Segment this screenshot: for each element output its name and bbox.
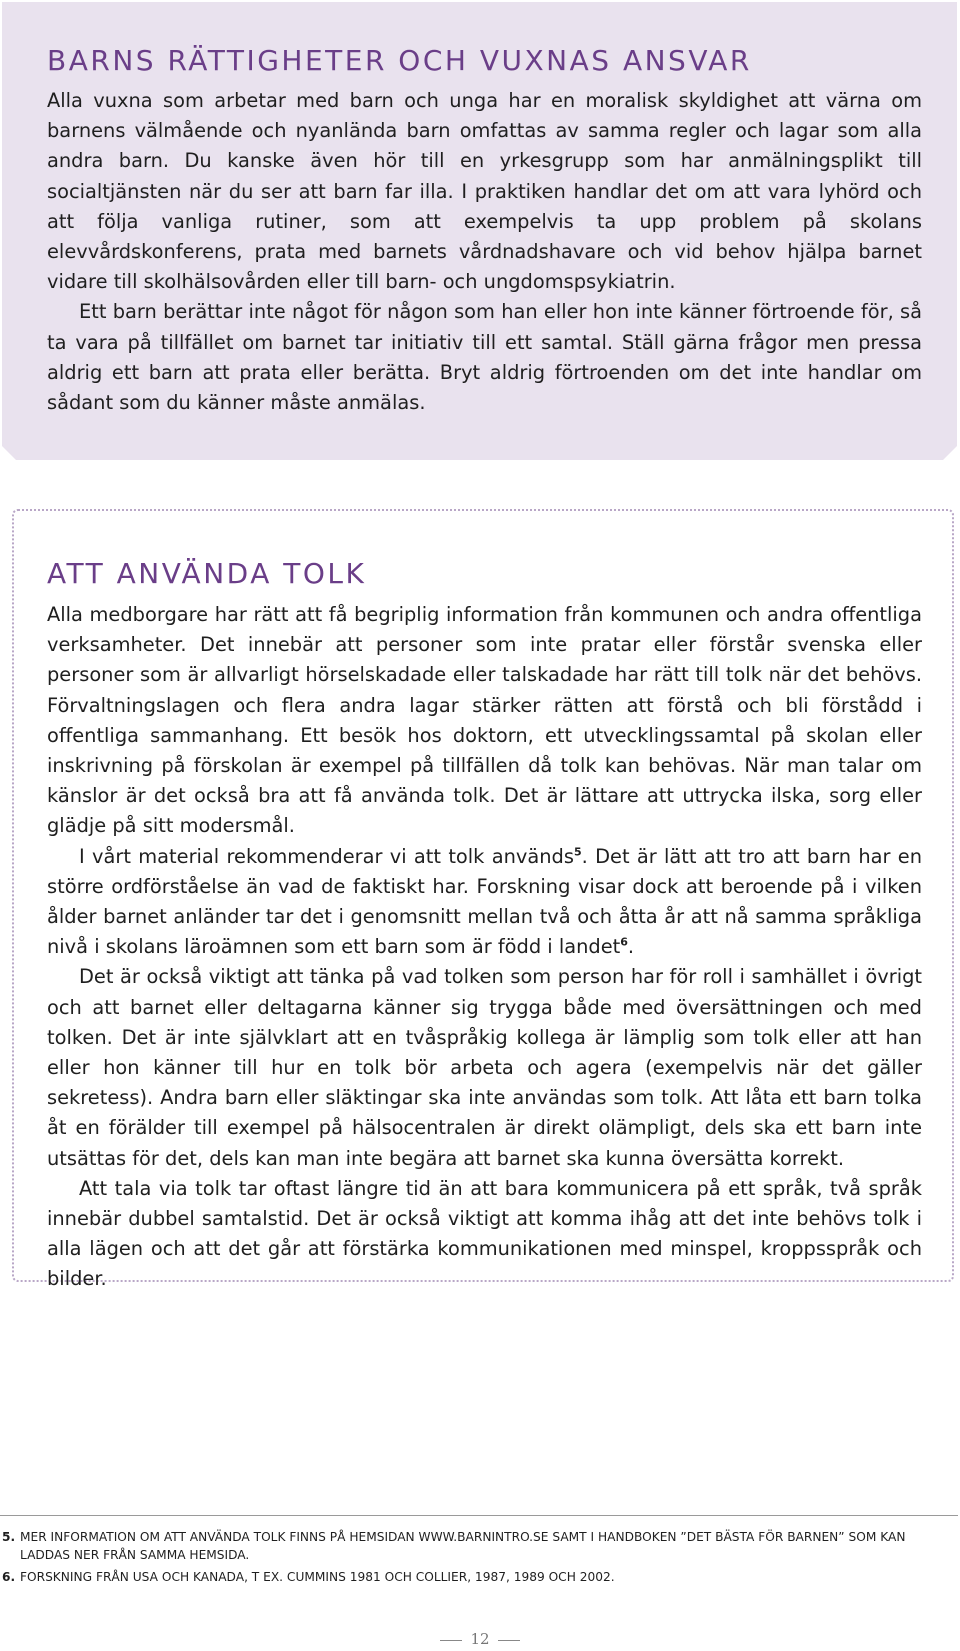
- page-number-dash: [440, 1640, 462, 1641]
- footnote-text: FORSKNING FRÅN USA OCH KANADA, T EX. CUMMINS 1981 OCH COLLIER, 1987, 1989 OCH 2002.: [20, 1570, 615, 1584]
- section-title-interpreter: ATT ANVÄNDA TOLK: [47, 557, 367, 590]
- section-title-rights: BARNS RÄTTIGHETER OCH VUXNAS ANSVAR: [47, 44, 752, 77]
- footnote-6: [0, 1568, 958, 1586]
- paragraph: Att tala via tolk tar oftast längre tid än att bara kommunicera på ett språk, två språk innebär dubbel samtalstid. Det är också viktigt att komma ihåg att det inte behövs tolk i alla lägen och att det går att förstärka kommunikationen med minspel, kroppsspråk och bilder.: [47, 1176, 922, 1291]
- page-number-value: 12: [470, 1630, 490, 1648]
- paragraph: Ett barn berättar inte något för någon som han eller hon inte känner förtroende för, så ta vara på tillfället om barnet tar initiativ till ett samtal. Ställ gärna frågor men pressa aldrig ett barn att prata eller berätta. Bryt aldrig förtroenden om det inte handlar om sådant som du känner måste anmälas.: [47, 300, 922, 415]
- footnote-number: 6.: [2, 1570, 16, 1584]
- page-number: [430, 1630, 530, 1648]
- page-number-dash: [498, 1640, 520, 1641]
- paragraph: Alla medborgare har rätt att få begriplig information från kommunen och andra offentliga verksamheter. Det innebär att personer som inte pratar eller förstår svenska eller personer som är allvarligt hörselskadade eller talskadade har rätt till tolk när det behövs. Förvaltningslagen och flera andra lagar stärker rätten att förstå och bli förstådd i offentliga sammanhang. Ett besök hos doktorn, ett utvecklingssamtal på skolan eller inskrivning på förskolan är exempel på tillfällen då tolk kan behövas. När man talar om känslor är det också bra att få använda tolk. Det är lättare att uttrycka ilska, sorg eller glädje på sitt modersmål.: [47, 603, 922, 838]
- section-body-interpreter: [47, 600, 922, 1295]
- paragraph-text: I vårt material rekommenderar vi att tolk används: [79, 844, 574, 868]
- paragraph-text: .: [627, 935, 635, 959]
- paragraph-text: . Det är lätt att tro att barn har en större ordförståelse än vad de faktiskt har. Forskning visar dock att beroende på i vilken ålder barnet anländer tar det i genomsnitt mellan två och åtta år att nå samma språkliga nivå i skolans läroämnen som ett barn som är född i landet: [47, 844, 922, 959]
- footnote-5: [0, 1528, 958, 1564]
- footnote-ref-6[interactable]: 6: [620, 935, 628, 949]
- section-body-rights: [47, 86, 922, 418]
- footnote-text: MER INFORMATION OM ATT ANVÄNDA TOLK FINNS PÅ HEMSIDAN WWW.BARNINTRO.SE SAMT I HANDBOKEN ”DET BÄSTA FÖR BARNEN” SOM KAN LADDAS NER FRÅN SAMMA HEMSIDA.: [20, 1530, 906, 1562]
- paragraph: [47, 842, 922, 963]
- footnotes: [0, 1528, 958, 1590]
- paragraph: Det är också viktigt att tänka på vad tolken som person har för roll i samhället i övrigt och att barnet eller deltagarna känner sig trygga både med översättningen och med tolken. Det är inte självklart att en tvåspråkig kollega är lämplig som tolk eller att han eller hon känner till hur en tolk bör arbeta och agera (exempelvis när det gäller sekretess). Andra barn eller släktingar ska inte användas som tolk. Att låta ett barn tolka åt en förälder till exempel på hälsocentralen är direkt olämpligt, dels ska ett barn inte utsättas för det, dels kan man inte begära att barnet ska kunna översätta korrekt.: [47, 965, 922, 1170]
- footnote-divider: [0, 1515, 958, 1516]
- paragraph: Alla vuxna som arbetar med barn och unga har en moralisk skyldighet att värna om barnens välmående och nyanlända barn omfattas av samma regler och lagar som alla andra barn. Du kanske även hör till en yrkesgrupp som har anmälningsplikt till socialtjänsten när du ser att barn far illa. I praktiken handlar det om att vara lyhörd och att följa vanliga rutiner, som att exempelvis ta upp problem på skolans elevvårdskonferens, prata med barnets vårdnadshavare och vid behov hjälpa barnet vidare till skolhälsovården eller till barn- och ungdomspsykiatrin.: [47, 89, 922, 294]
- footnote-ref-5[interactable]: 5: [573, 845, 582, 859]
- footnote-number: 5.: [2, 1530, 16, 1544]
